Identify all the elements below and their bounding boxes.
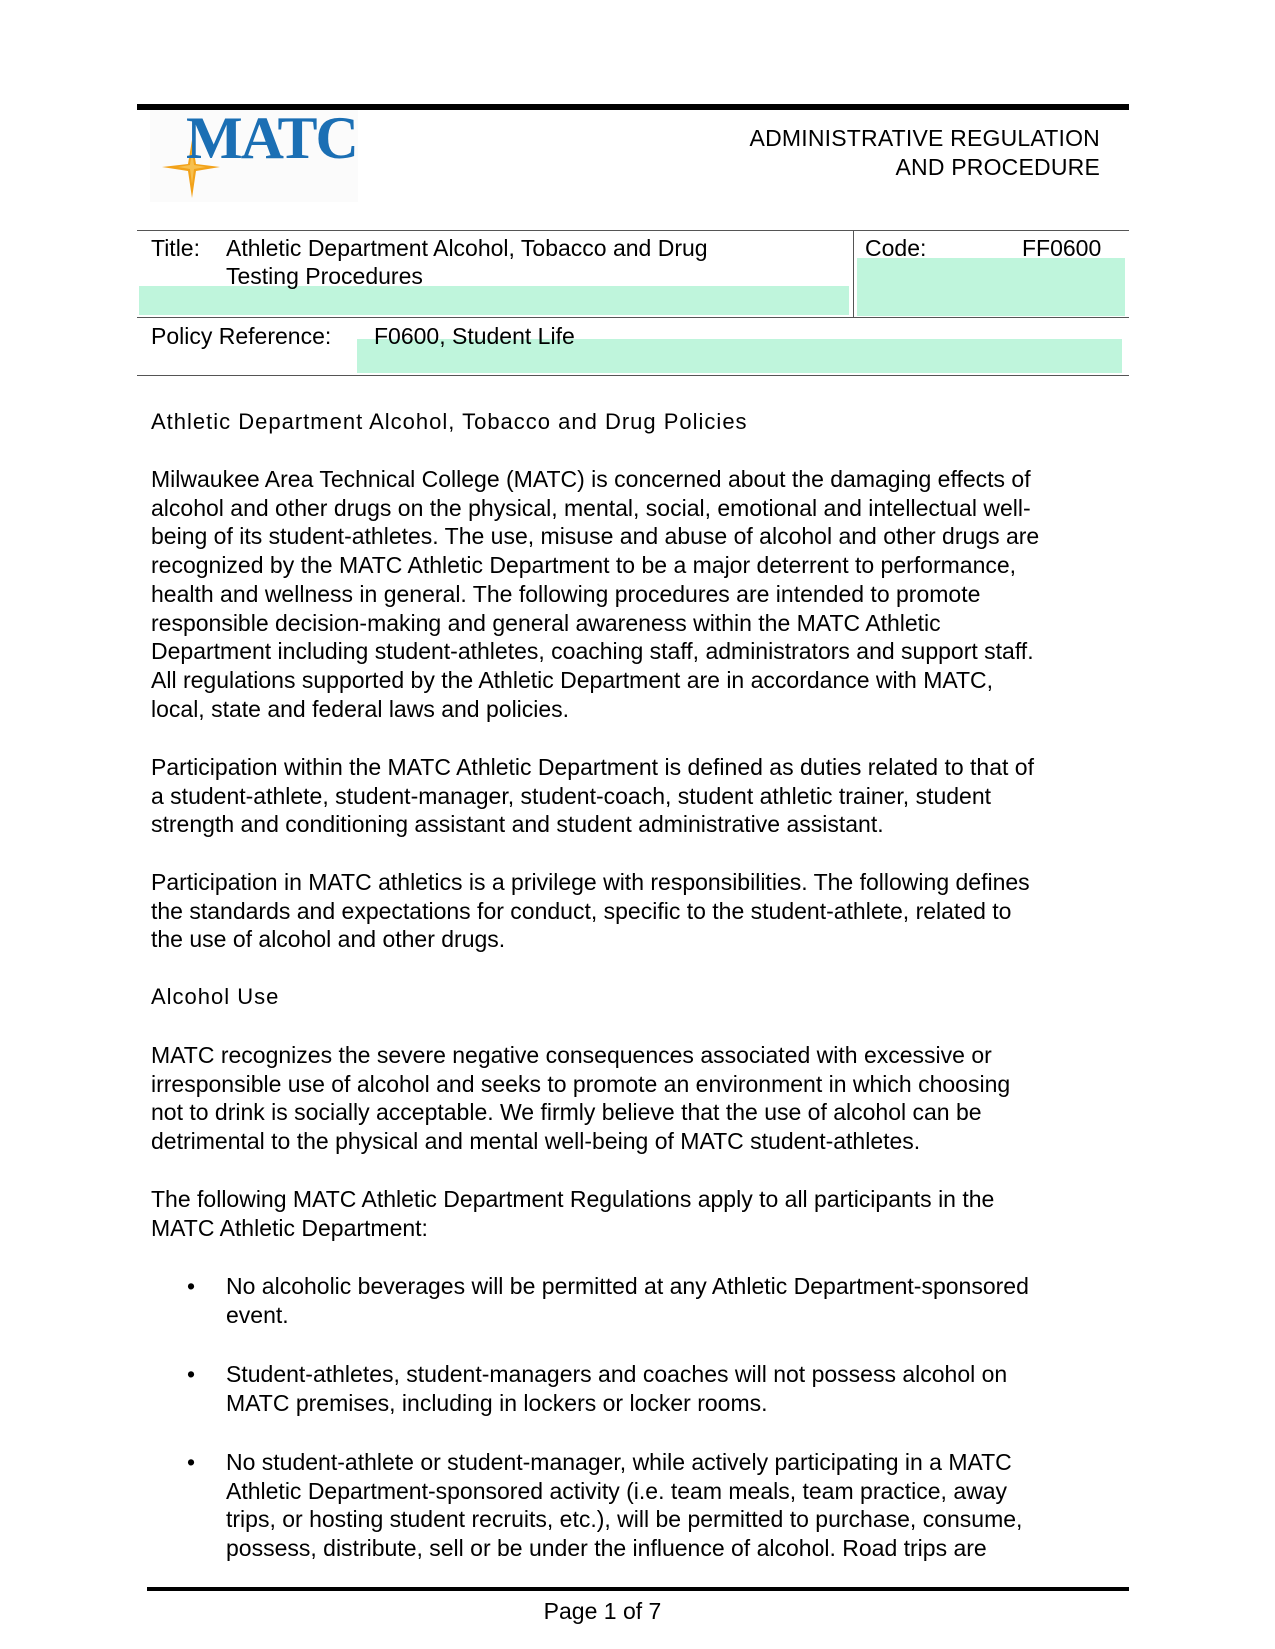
text-line: MATC recognizes the severe negative consequences associated with excessive or — [151, 1042, 992, 1068]
section-heading-alcohol: Alcohol Use — [151, 984, 280, 1009]
title-line2: Testing Procedures — [226, 263, 423, 289]
bottom-rule — [147, 1587, 1129, 1591]
text-line: Athletic Department-sponsored activity (i.e. team meals, team practice, away — [226, 1477, 1008, 1504]
text-line: possess, distribute, sell or be under the influence of alcohol. Road trips are — [226, 1535, 987, 1562]
bullet-icon: • — [187, 1273, 196, 1299]
table-border-top — [137, 230, 1129, 231]
text-line: not to drink is socially acceptable. We firmly believe that the use of alcohol can be — [151, 1099, 982, 1126]
table-divider — [853, 230, 854, 317]
list-item — [151, 1272, 1136, 1329]
bullet-icon: • — [187, 1361, 196, 1387]
page-number: Page 1 of 7 — [543, 1598, 662, 1624]
section-heading: Athletic Department Alcohol, Tobacco and Drug Policies — [151, 409, 748, 434]
text-line: strength and conditioning assistant and student administrative assistant. — [151, 811, 884, 838]
text-line: Department including student-athletes, coaching staff, administrators and support staff. — [151, 638, 1034, 665]
list-item — [151, 1360, 1136, 1417]
doc-type-line2: AND PROCEDURE — [895, 154, 1100, 180]
text-line: the use of alcohol and other drugs. — [151, 926, 506, 953]
logo-wordmark: MATC — [186, 105, 357, 171]
text-line: MATC Athletic Department: — [151, 1214, 428, 1241]
text-line: local, state and federal laws and policies. — [151, 695, 570, 722]
text-line: a student-athlete, student-manager, student-coach, student athletic trainer, student — [151, 782, 992, 809]
paragraph-intro — [151, 465, 1136, 723]
text-line: No student-athlete or student-manager, while actively participating in a MATC — [226, 1449, 1012, 1475]
code-field-bg — [857, 258, 1125, 316]
text-line: health and wellness in general. The following procedures are intended to promote — [151, 580, 981, 607]
code-value: FF0600 — [1022, 235, 1102, 261]
bullet-icon: • — [187, 1449, 196, 1475]
title-label: Title: — [151, 235, 200, 261]
document-type — [750, 124, 1100, 182]
text-line: Participation in MATC athletics is a privilege with responsibilities. The following defines — [151, 869, 1030, 895]
paragraph-privilege — [151, 868, 1136, 954]
text-line: Student-athletes, student-managers and coaches will not possess alcohol on — [226, 1361, 1008, 1387]
text-line: responsible decision-making and general awareness within the MATC Athletic — [151, 609, 941, 636]
title-field-bg — [139, 286, 849, 315]
table-border-bottom — [137, 375, 1129, 376]
text-line: recognized by the MATC Athletic Department to be a major deterrent to performance, — [151, 552, 1017, 579]
text-line: No alcoholic beverages will be permitted at any Athletic Department-sponsored — [226, 1273, 1029, 1299]
text-line: Participation within the MATC Athletic Department is defined as duties related to that of — [151, 754, 1034, 780]
policy-value: F0600, Student Life — [374, 323, 575, 349]
code-label: Code: — [865, 235, 927, 261]
text-line: MATC premises, including in lockers or locker rooms. — [226, 1389, 768, 1416]
policy-label: Policy Reference: — [151, 323, 332, 349]
paragraph-alcohol — [151, 1041, 1136, 1156]
text-line: the standards and expectations for conduct, specific to the student-athlete, related to — [151, 897, 1012, 924]
header-table — [137, 230, 1129, 376]
text-line: The following MATC Athletic Department Regulations apply to all participants in the — [151, 1186, 995, 1212]
matc-logo — [150, 105, 358, 202]
doc-type-line1: ADMINISTRATIVE REGULATION — [749, 125, 1100, 151]
text-line: being of its student-athletes. The use, misuse and abuse of alcohol and other drugs are — [151, 523, 1040, 550]
paragraph-regulations-intro — [151, 1185, 1136, 1242]
text-line: Milwaukee Area Technical College (MATC) is concerned about the damaging effects of — [151, 466, 1031, 492]
list-item — [151, 1448, 1136, 1563]
text-line: event. — [226, 1301, 289, 1328]
text-line: alcohol and other drugs on the physical, mental, social, emotional and intellectual well- — [151, 494, 1031, 521]
table-border-mid — [137, 317, 1129, 318]
text-line: trips, or hosting student recruits, etc.), will be permitted to purchase, consume, — [226, 1506, 1023, 1533]
text-line: detrimental to the physical and mental well-being of MATC student-athletes. — [151, 1128, 921, 1155]
title-line1: Athletic Department Alcohol, Tobacco and Drug — [226, 235, 708, 261]
text-line: All regulations supported by the Athletic Department are in accordance with MATC, — [151, 666, 994, 693]
paragraph-participation — [151, 753, 1136, 839]
text-line: irresponsible use of alcohol and seeks to promote an environment in which choosing — [151, 1070, 1011, 1097]
